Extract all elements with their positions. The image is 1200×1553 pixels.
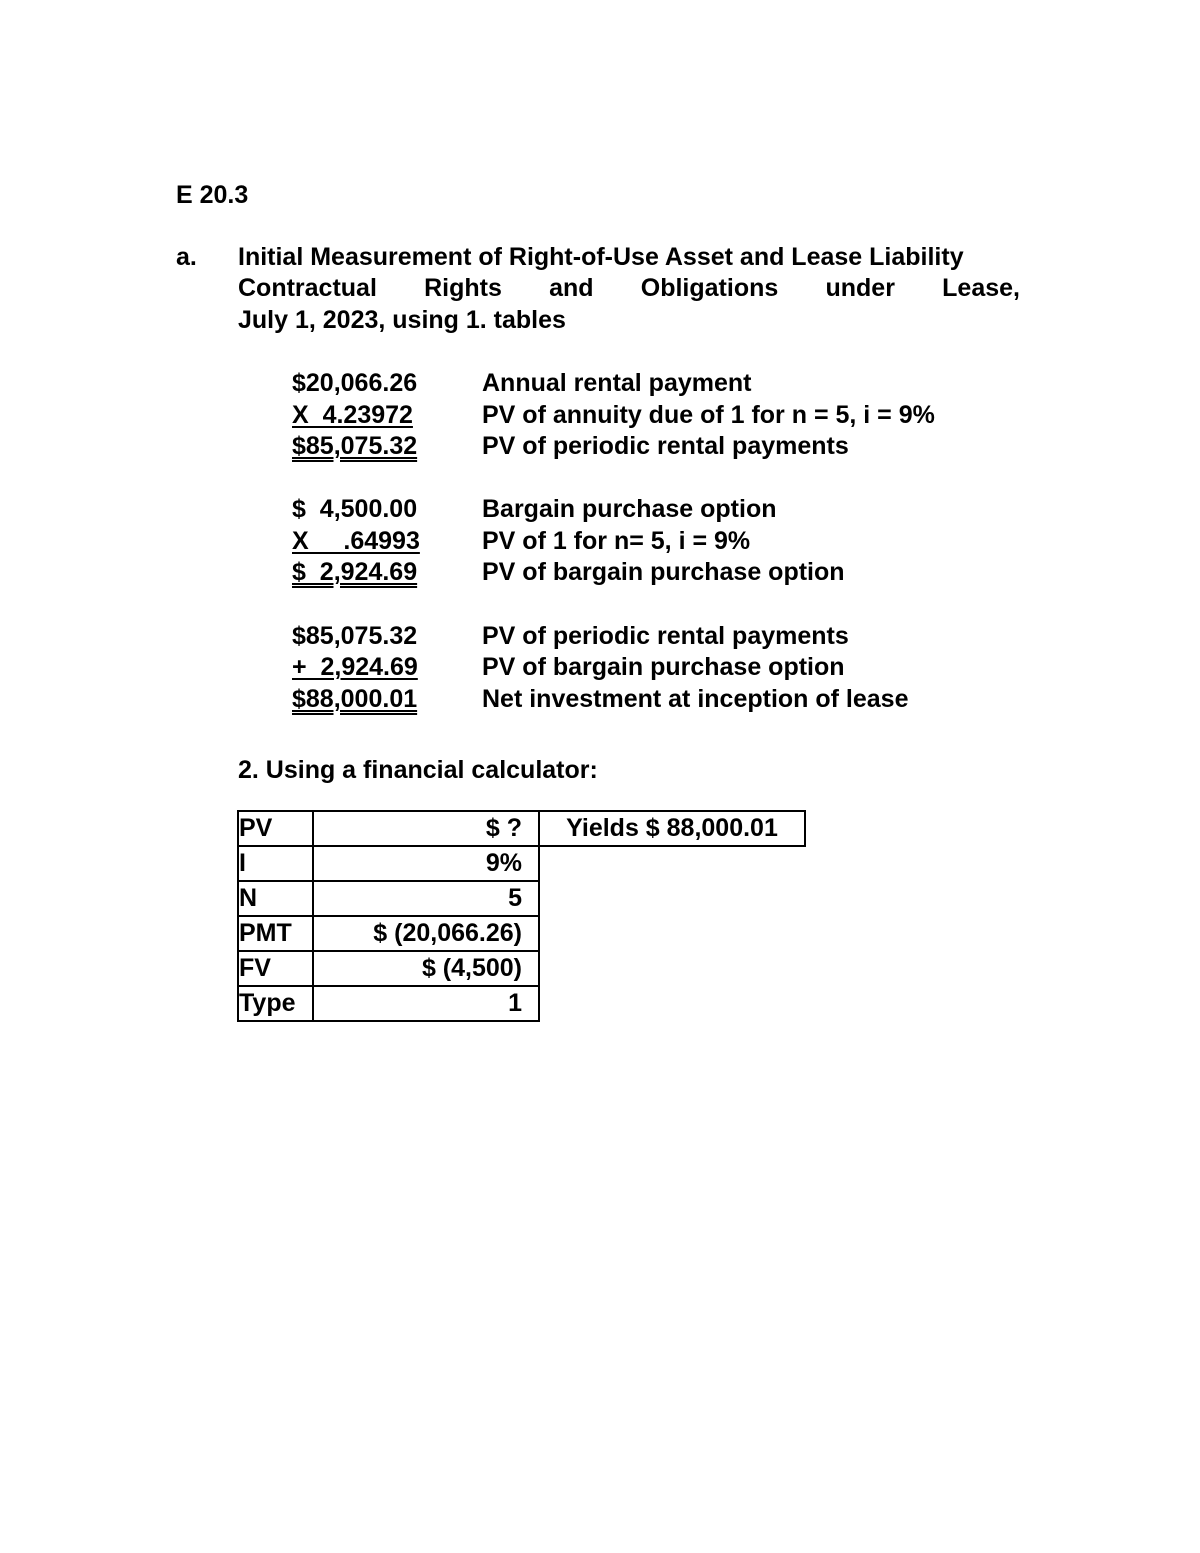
part-a-marker: a. xyxy=(176,243,197,271)
table-row xyxy=(238,951,805,986)
part-a-title-line3: July 1, 2023, using 1. tables xyxy=(238,306,566,334)
group2-desc-1: Bargain purchase option xyxy=(482,495,777,523)
group1-desc-1: Annual rental payment xyxy=(482,369,752,397)
calc-value-type: 1 xyxy=(313,986,539,1021)
group1-total-amount: $85,075.32 xyxy=(292,432,418,460)
group1-desc-2: PV of annuity due of 1 for n = 5, i = 9% xyxy=(482,401,935,429)
calc-label-pmt: PMT xyxy=(238,916,313,951)
group2-desc-2: PV of 1 for n= 5, i = 9% xyxy=(482,527,751,555)
exercise-heading: E 20.3 xyxy=(176,181,249,209)
calc-value-fv: $ (4,500) xyxy=(313,951,539,986)
group1-amount-2: X 4.23972 xyxy=(292,401,413,429)
group3-amount-1: $85,075.32 xyxy=(292,622,418,650)
part-a-title-line1: Initial Measurement of Right-of-Use Asset and Lease Liability xyxy=(238,243,964,271)
group3-amount-2: + 2,924.69 xyxy=(292,653,418,681)
calc-value-pv: $ ? xyxy=(313,811,539,846)
calc-label-i: I xyxy=(238,846,313,881)
financial-calculator-table xyxy=(237,810,806,1022)
group2-amount-2: X .64993 xyxy=(292,527,420,555)
calc-value-n: 5 xyxy=(313,881,539,916)
calc-value-pmt: $ (20,066.26) xyxy=(313,916,539,951)
group3-total-desc: Net investment at inception of lease xyxy=(482,685,909,713)
group3-desc-1: PV of periodic rental payments xyxy=(482,622,849,650)
group2-amount-1: $ 4,500.00 xyxy=(292,495,418,523)
part2-heading: 2. Using a financial calculator: xyxy=(238,756,598,784)
group1-amount-1: $20,066.26 xyxy=(292,369,418,397)
group2-total-desc: PV of bargain purchase option xyxy=(482,558,845,586)
calc-label-type: Type xyxy=(238,986,313,1021)
calc-yield-result: Yields $ 88,000.01 xyxy=(539,811,805,846)
calc-label-fv: FV xyxy=(238,951,313,986)
calc-label-pv: PV xyxy=(238,811,313,846)
table-row xyxy=(238,916,805,951)
group3-total-amount: $88,000.01 xyxy=(292,685,418,713)
group3-desc-2: PV of bargain purchase option xyxy=(482,653,845,681)
part-a-title-line2: Contractual Rights and Obligations under Lease, xyxy=(238,274,1020,302)
calc-label-n: N xyxy=(238,881,313,916)
calc-value-i: 9% xyxy=(313,846,539,881)
group2-total-amount: $ 2,924.69 xyxy=(292,558,418,586)
table-row xyxy=(238,846,805,881)
table-row xyxy=(238,811,805,846)
group1-total-desc: PV of periodic rental payments xyxy=(482,432,849,460)
table-row xyxy=(238,881,805,916)
table-row xyxy=(238,986,805,1021)
